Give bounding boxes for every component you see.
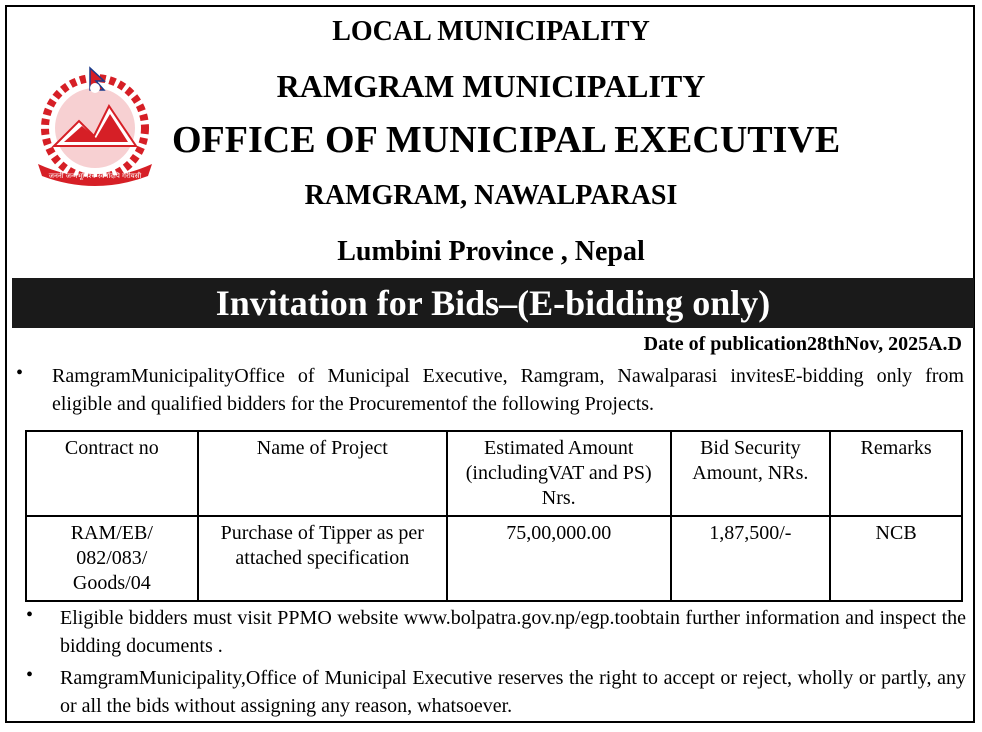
header-office-name: OFFICE OF MUNICIPAL EXECUTIVE	[172, 119, 841, 161]
table-row	[26, 516, 962, 601]
intro-paragraph: RamgramMunicipalityOffice of Municipal Executive, Ramgram, Nawalparasi invitesE-bidding only from eligible and qualified bidders for the Procurementof the following Projects.	[52, 365, 964, 415]
note-ppmo-website: Eligible bidders must visit PPMO website www.bolpatra.gov.np/egp.toobtain further information and inspect the bidding documents .	[60, 607, 966, 657]
column-header-remarks: Remarks	[830, 431, 962, 516]
column-header-estimated-amount: Estimated Amount (includingVAT and PS) Nrs.	[447, 431, 671, 516]
header-province: Lumbini Province , Nepal	[337, 236, 645, 267]
bids-table	[25, 430, 963, 602]
bullet-icon: •	[16, 362, 24, 384]
header-local-municipality: LOCAL MUNICIPALITY	[332, 16, 650, 47]
notice-title-banner: Invitation for Bids–(E-bidding only)	[12, 278, 974, 328]
cell-bid-security: 1,87,500/-	[671, 516, 831, 601]
cell-project-name: Purchase of Tipper as per attached specification	[198, 516, 447, 601]
column-header-project-name: Name of Project	[198, 431, 447, 516]
column-header-contract-no: Contract no	[26, 431, 198, 516]
header-location: RAMGRAM, NAWALPARASI	[304, 180, 678, 211]
note-rights-reserved: RamgramMunicipality,Office of Municipal Executive reserves the right to accept or reject, wholly or partly, any or all the bids without assigning any reason, whatsoever.	[60, 667, 966, 717]
table-header-row	[26, 431, 962, 516]
emblem-motto: जननी जन्मभूमिश्च स्वर्गादपि गरीयसी	[48, 172, 142, 180]
bullet-icon: •	[26, 664, 34, 686]
column-header-bid-security: Bid Security Amount, NRs.	[671, 431, 831, 516]
cell-contract-no: RAM/EB/ 082/083/ Goods/04	[26, 516, 198, 601]
bullet-icon: •	[26, 604, 34, 626]
cell-remarks: NCB	[830, 516, 962, 601]
publication-date: Date of publication28thNov, 2025A.D	[643, 333, 962, 355]
header-municipality-name: RAMGRAM MUNICIPALITY	[276, 68, 706, 104]
cell-estimated-amount: 75,00,000.00	[447, 516, 671, 601]
